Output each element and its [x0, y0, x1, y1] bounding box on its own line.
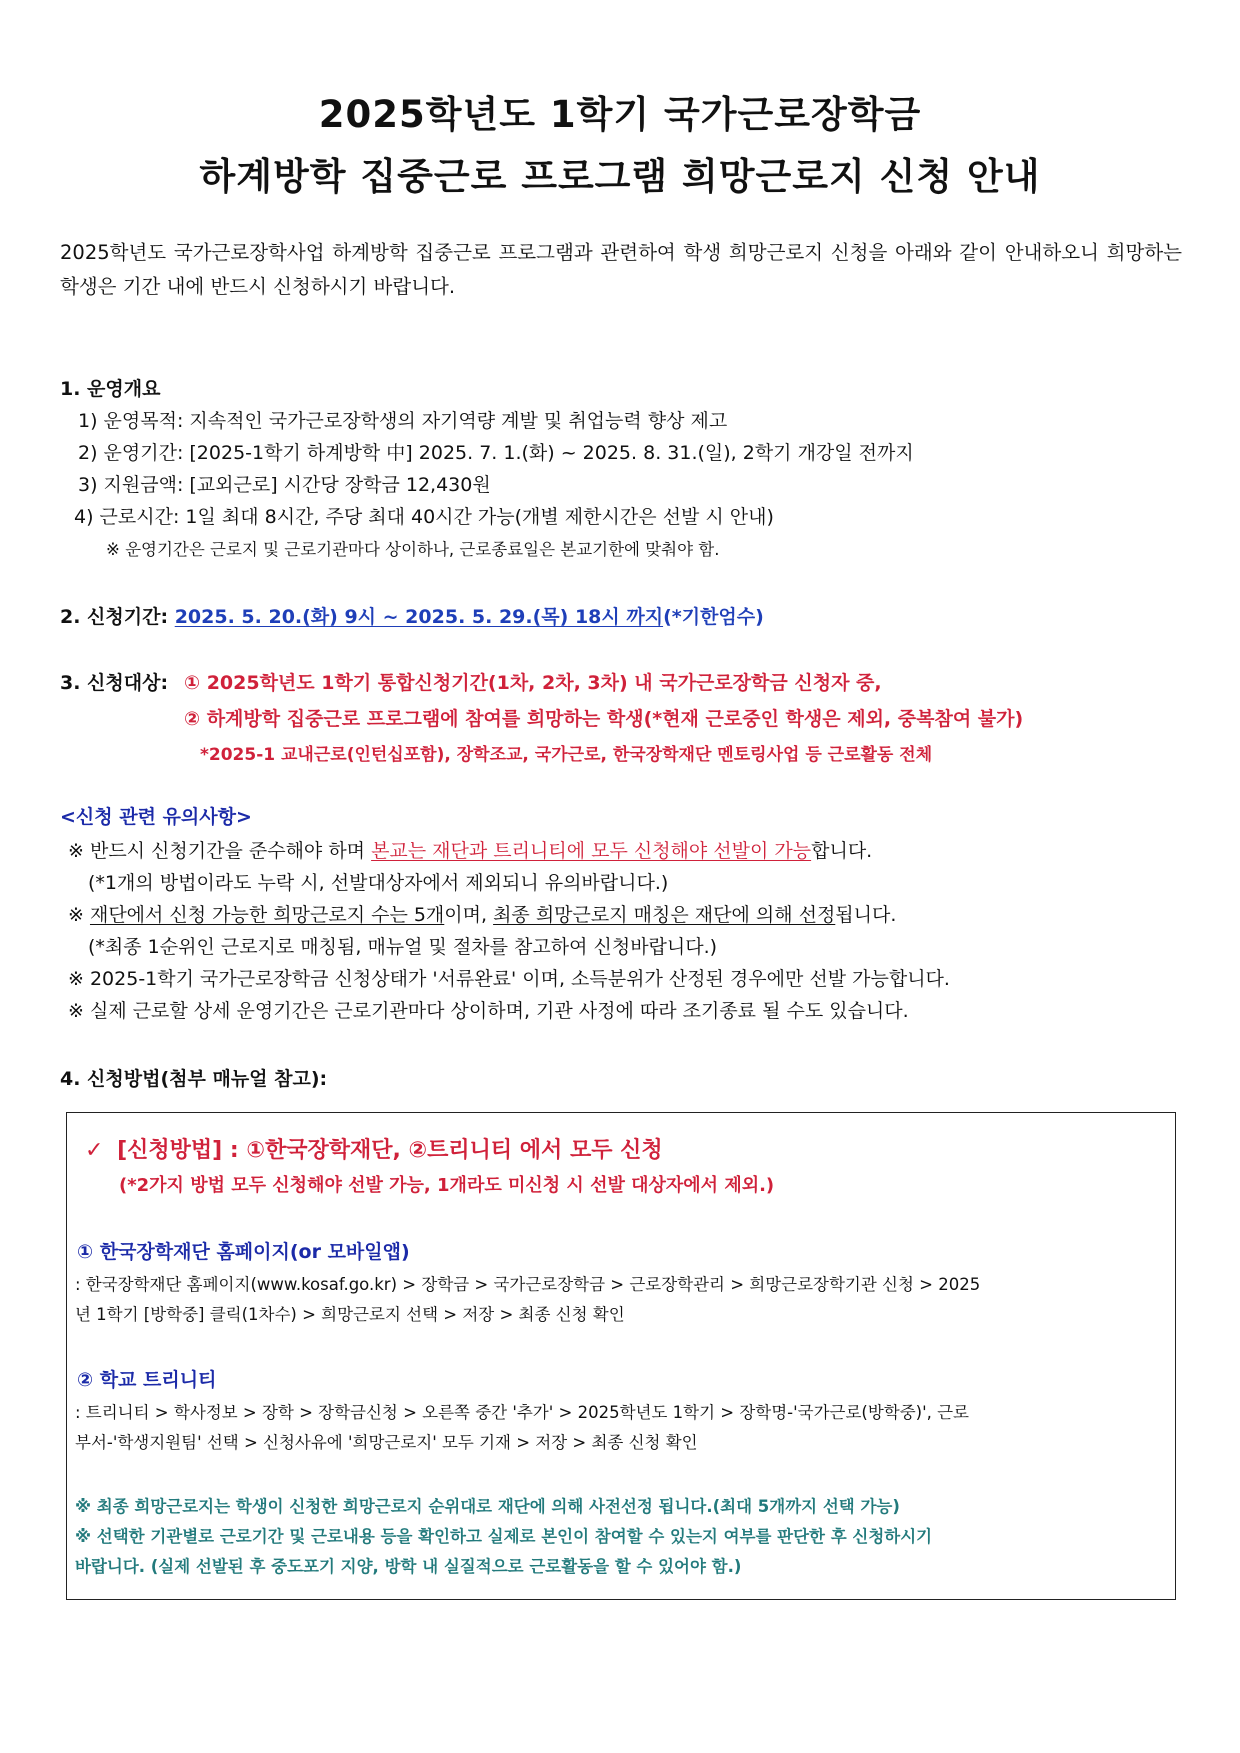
section-1-item-2: 2) 운영기간: [2025-1학기 하계방학 中] 2025. 7. 1.(화) ~ 2025. 8. 31.(일), 2학기 개강일 전까지	[78, 442, 914, 464]
caution-1-pre: ※ 반드시 신청기간을 준수해야 하며	[68, 840, 372, 862]
method-row	[85, 1133, 663, 1164]
kosaf-steps-line-1: : 한국장학재단 홈페이지(www.kosaf.go.kr) > 장학금 > 국가근로장학금 > 근로장학관리 > 희망근로장학기관 신청 > 2025	[75, 1275, 981, 1294]
method-title: [신청방법] : ①한국장학재단, ②트리니티 에서 모두 신청	[117, 1138, 663, 1163]
section-2-row	[60, 602, 764, 629]
final-note-3: 바랍니다. (실제 선발된 후 중도포기 지양, 방학 내 실질적으로 근로활동을 할 수 있어야 함.)	[75, 1557, 742, 1576]
caution-1-emphasis: 본교는 재단과 트리니티에 모두 신청해야 선발이 가능	[371, 840, 812, 862]
eligibility-line-3: *2025-1 교내근로(인턴십포함), 장학조교, 국가근로, 한국장학재단 멘토링사업 등 근로활동 전체	[200, 745, 933, 765]
eligibility-line-2: ② 하계방학 집중근로 프로그램에 참여를 희망하는 학생(*현재 근로중인 학생은 제외, 중복참여 불가)	[184, 708, 1024, 730]
trinity-title: ② 학교 트리니티	[77, 1369, 217, 1391]
caution-1-sub: (*1개의 방법이라도 누락 시, 선발대상자에서 제외되니 유의바랍니다.)	[88, 872, 669, 894]
application-period: 2025. 5. 20.(화) 9시 ~ 2025. 5. 29.(목) 18시 까지	[174, 606, 664, 628]
final-note-2: ※ 선택한 기관별로 근로기간 및 근로내용 등을 확인하고 실제로 본인이 참여할 수 있는지 여부를 판단한 후 신청하시기	[75, 1527, 933, 1546]
caution-2-post: 됩니다.	[835, 904, 897, 926]
section-1-item-3: 3) 지원금액: [교외근로] 시간당 장학금 12,430원	[78, 474, 491, 496]
checkmark-icon: ✓	[85, 1138, 104, 1163]
deadline-strict-note: (*기한엄수)	[663, 606, 764, 628]
cautions-heading: <신청 관련 유의사항>	[60, 806, 252, 828]
caution-2-underline-2: 최종 희망근로지 매칭은 재단에 의해 선정	[493, 904, 836, 926]
eligibility-line-1: ① 2025학년도 1학기 통합신청기간(1차, 2차, 3차) 내 국가근로장학금 신청자 중,	[184, 672, 882, 694]
section-1-heading: 1. 운영개요	[60, 378, 161, 400]
application-method-box	[66, 1112, 1176, 1600]
trinity-steps-line-2: 부서-'학생지원팀' 선택 > 신청사유에 '희망근로지' 모두 기재 > 저장 > 최종 신청 확인	[75, 1433, 698, 1452]
section-1-item-1: 1) 운영목적: 지속적인 국가근로장학생의 자기역량 계발 및 취업능력 향상 제고	[78, 410, 728, 432]
section-1-note: ※ 운영기간은 근로지 및 근로기관마다 상이하나, 근로종료일은 본교기한에 맞춰야 함.	[106, 540, 720, 559]
section-2-heading: 2. 신청기간:	[60, 606, 169, 628]
caution-2-mid: 이며,	[444, 904, 494, 926]
method-note: (*2가지 방법 모두 신청해야 선발 가능, 1개라도 미신청 시 선발 대상자에서 제외.)	[119, 1175, 775, 1196]
caution-1-post: 합니다.	[811, 840, 873, 862]
section-1-item-4: 4) 근로시간: 1일 최대 8시간, 주당 최대 40시간 가능(개별 제한시간은 선발 시 안내)	[74, 506, 774, 528]
trinity-steps-line-1: : 트리니티 > 학사정보 > 장학 > 장학금신청 > 오른쪽 중간 '추가' > 2025학년도 1학기 > 장학명-'국가근로(방학중)', 근로	[75, 1403, 969, 1422]
title-line-1: 2025학년도 1학기 국가근로장학금	[318, 93, 922, 136]
section-4-heading: 4. 신청방법(첨부 매뉴얼 참고):	[60, 1068, 328, 1090]
caution-3: ※ 2025-1학기 국가근로장학금 신청상태가 '서류완료' 이며, 소득분위가 산정된 경우에만 선발 가능합니다.	[68, 968, 950, 990]
caution-4: ※ 실제 근로할 상세 운영기간은 근로기관마다 상이하며, 기관 사정에 따라 조기종료 될 수도 있습니다.	[68, 1000, 909, 1022]
caution-2	[68, 900, 896, 927]
title-line-2: 하계방학 집중근로 프로그램 희망근로지 신청 안내	[199, 155, 1041, 198]
intro-paragraph: 2025학년도 국가근로장학사업 하계방학 집중근로 프로그램과 관련하여 학생 희망근로지 신청을 아래와 같이 안내하오니 희망하는 학생은 기간 내에 반드시 신청하시기 바랍니다.	[60, 241, 1182, 298]
final-note-1: ※ 최종 희망근로지는 학생이 신청한 희망근로지 순위대로 재단에 의해 사전선정 됩니다.(최대 5개까지 선택 가능)	[75, 1497, 900, 1516]
kosaf-title: ① 한국장학재단 홈페이지(or 모바일앱)	[77, 1241, 410, 1263]
caution-1	[68, 836, 872, 863]
caution-2-underline-1: 재단에서 신청 가능한 희망근로지 수는 5개	[89, 904, 445, 926]
caution-2-sub: (*최종 1순위인 근로지로 매칭됨, 매뉴얼 및 절차를 참고하여 신청바랍니다.)	[88, 936, 718, 958]
caution-2-pre: ※	[68, 904, 90, 926]
section-3-heading: 3. 신청대상:	[60, 672, 169, 694]
kosaf-steps-line-2: 년 1학기 [방학중] 클릭(1차수) > 희망근로지 선택 > 저장 > 최종 신청 확인	[75, 1305, 625, 1324]
